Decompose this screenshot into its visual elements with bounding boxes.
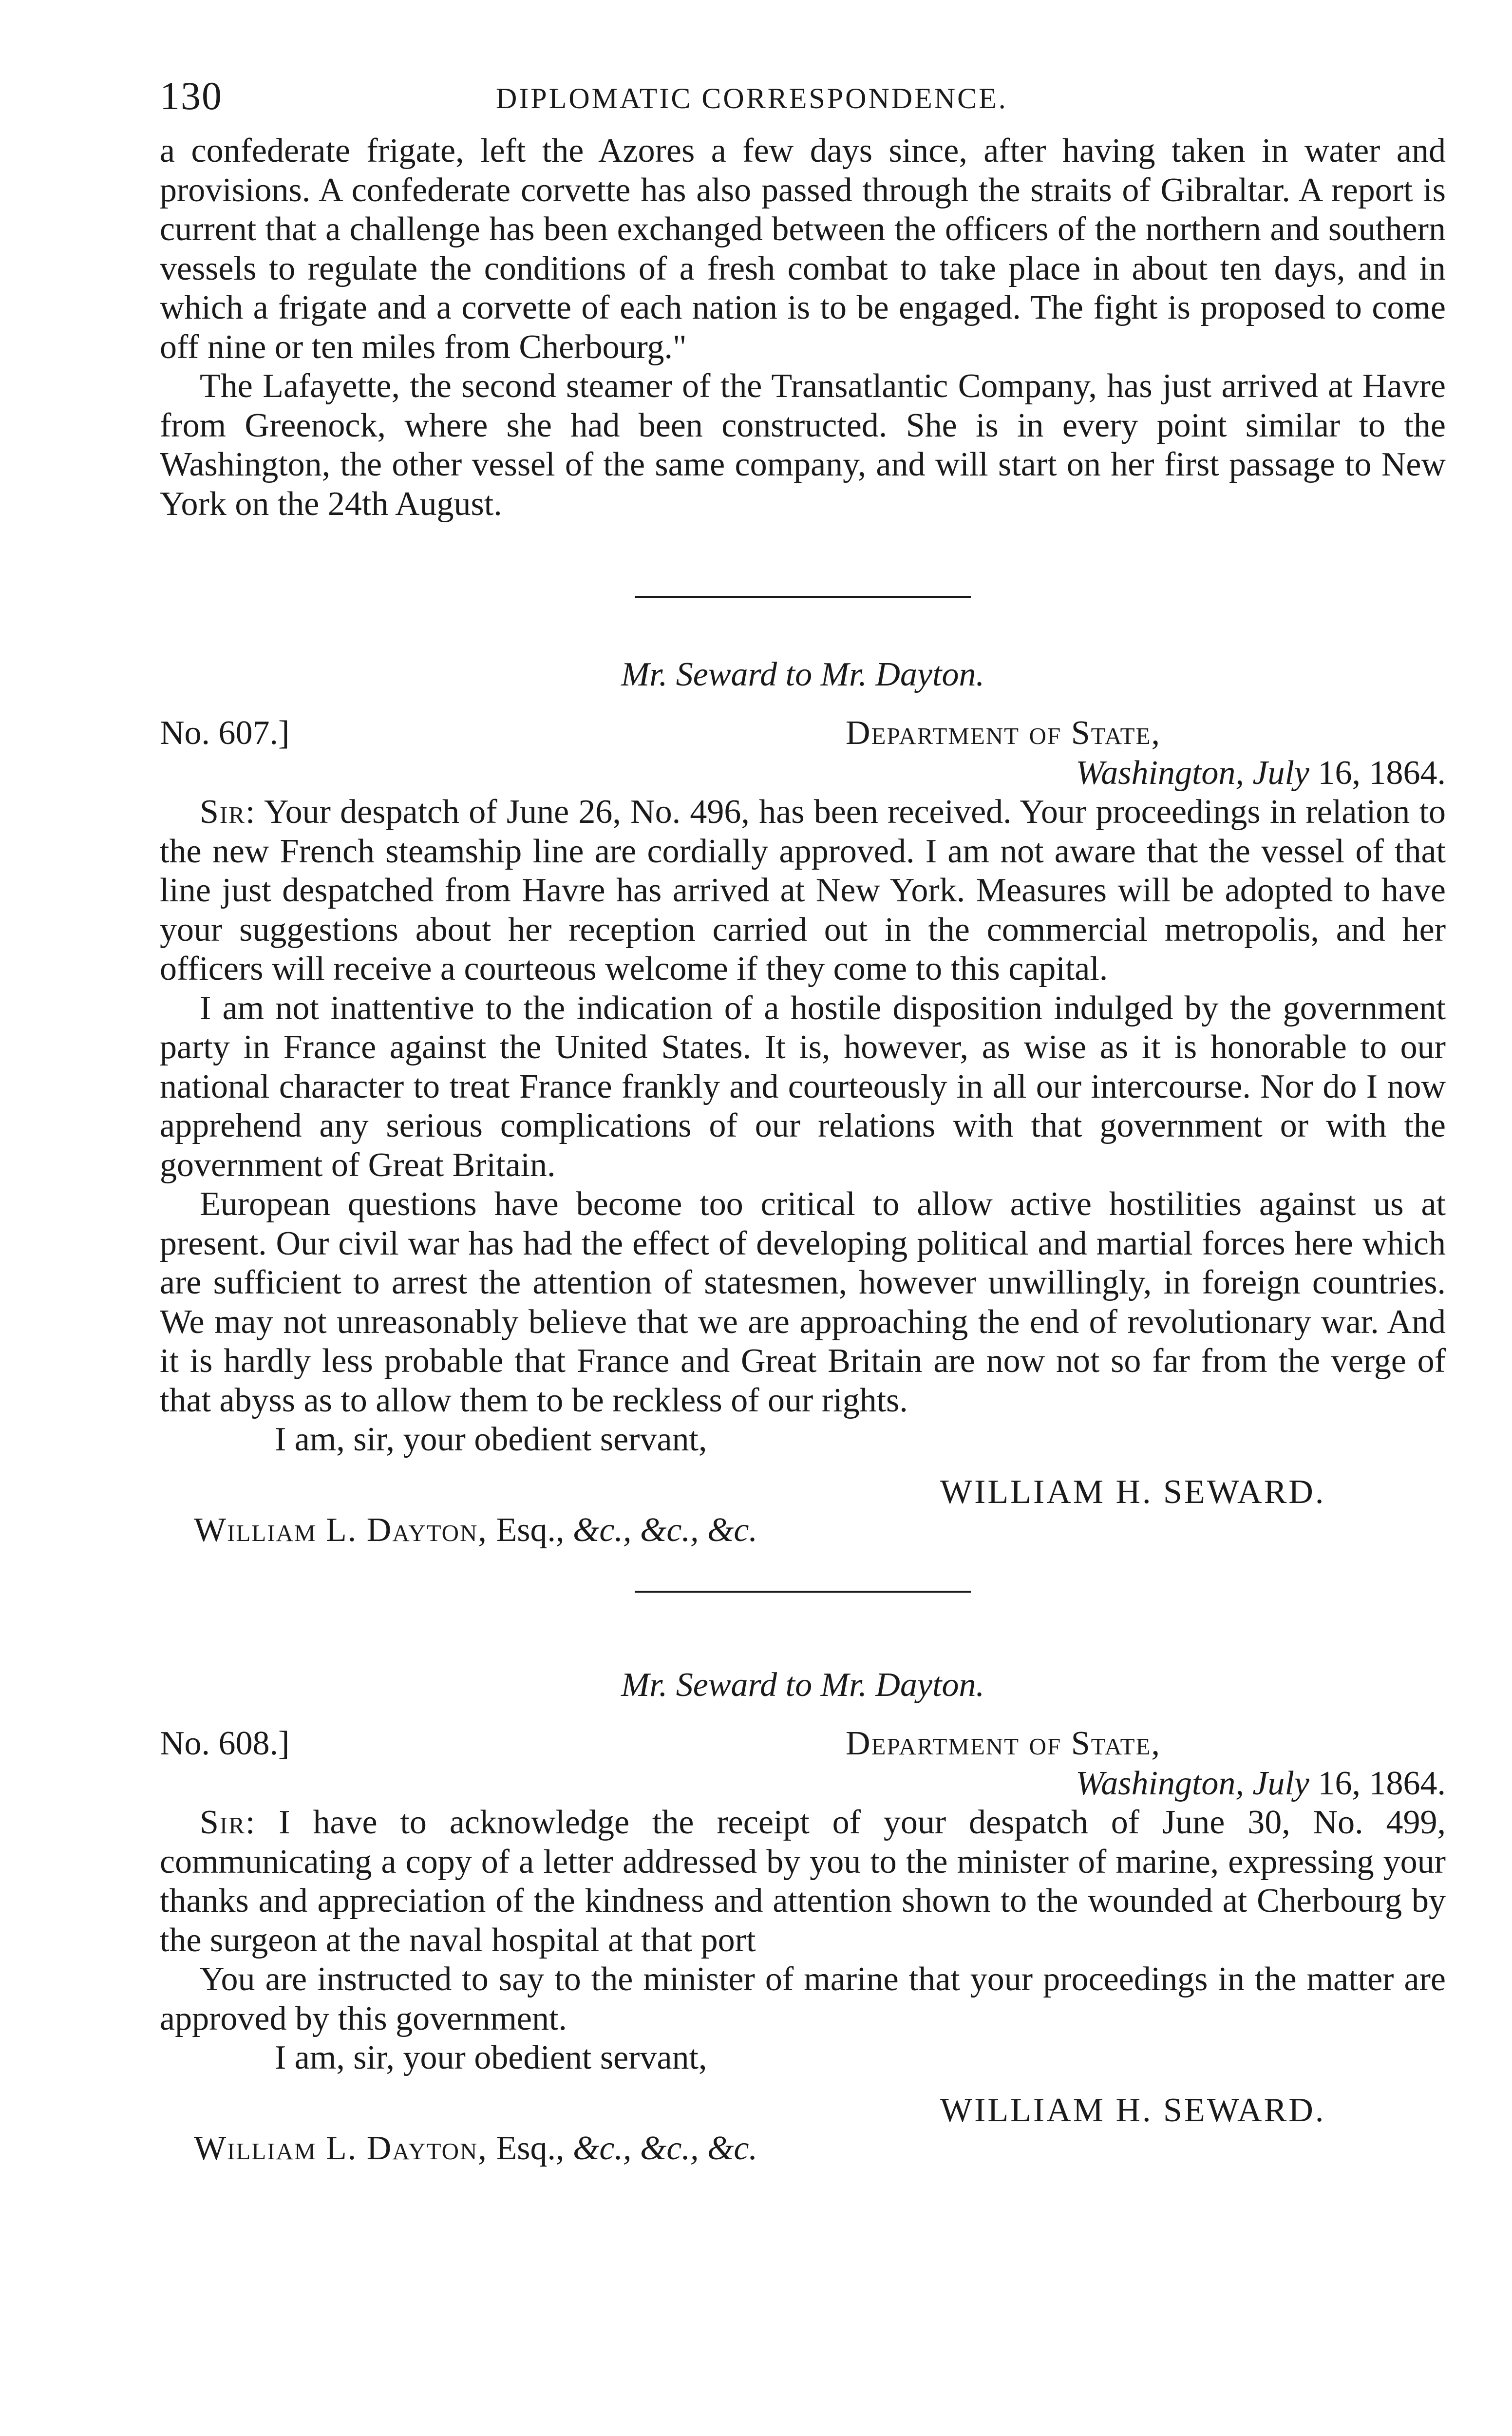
- letter-title: Mr. Seward to Mr. Dayton.: [621, 656, 984, 693]
- letter-header-row: [160, 714, 1446, 754]
- letter-paragraph: [160, 793, 1446, 989]
- addressee-name: William L. Dayton,: [194, 1511, 488, 1549]
- document-page: [160, 73, 1446, 2165]
- letter-title: Mr. Seward to Mr. Dayton.: [621, 1666, 984, 1704]
- addressee-etc: &c., &c., &c.: [572, 2130, 757, 2167]
- addressee: [194, 2129, 757, 2168]
- addressee: [194, 1511, 757, 1550]
- dateline: [160, 1764, 1446, 1803]
- closing: I am, sir, your obedient servant,: [275, 1421, 707, 1458]
- dateline-place: Washington, July: [1076, 754, 1309, 792]
- letter-first-paragraph: I have to acknowledge the receipt of your despatch of June 30, No. 499, communicating a copy of a letter addressed by you to the minister of marine, expressing your thanks and appreciation of the kindness and attention shown to the wounded at Cherbourg by the surgeon at the naval hospital at that port: [160, 1804, 1446, 1959]
- salutation: Sir:: [200, 793, 256, 831]
- page-header: [160, 73, 1446, 132]
- letter-paragraph: I am not inattentive to the indication of a hostile disposition indulged by the government party in France against the United States. It is, however, as wise as it is honorable to our national character to treat France frankly and courteously in all our intercourse. Nor do I now apprehend any serious complications of our relations with that government or with the government of Great Britain.: [160, 989, 1446, 1184]
- letter-paragraph: You are instructed to say to the minister of marine that your proceedings in the matter are approved by this government.: [160, 1960, 1446, 2037]
- letter-607: [160, 655, 1446, 1547]
- dateline-date: 16, 1864.: [1318, 1765, 1446, 1802]
- running-head: DIPLOMATIC CORRESPONDENCE.: [496, 82, 1008, 114]
- closing: I am, sir, your obedient servant,: [275, 2039, 707, 2076]
- signature: WILLIAM H. SEWARD.: [940, 1473, 1326, 1511]
- addressee-esq: Esq.,: [496, 2130, 565, 2167]
- page-number: 130: [160, 74, 223, 118]
- letter-paragraph: [160, 1803, 1446, 1960]
- letter-number: No. 608.]: [160, 1725, 290, 1762]
- signature: WILLIAM H. SEWARD.: [940, 2092, 1326, 2129]
- dateline: [160, 754, 1446, 793]
- signature-block: [160, 1459, 1446, 1547]
- department-line: Department of State,: [846, 714, 1161, 752]
- salutation: Sir:: [200, 1804, 256, 1841]
- signature-block: [160, 2077, 1446, 2165]
- letter-paragraph: European questions have become too critical to allow active hostilities against us at present. Our civil war has had the effect of developing political and martial forces here which are sufficient to arrest the attention of statesmen, however unwillingly, in foreign countries. We may not unreasonably believe that we are approaching the end of revolutionary war. And it is hardly less probable that France and Great Britain are now not so far from the verge of that abyss as to allow them to be reckless of our rights.: [160, 1185, 1446, 1419]
- addressee-etc: &c., &c., &c.: [572, 1511, 757, 1549]
- department-line: Department of State,: [846, 1725, 1161, 1762]
- letter-first-paragraph: Your despatch of June 26, No. 496, has been received. Your proceedings in relation to the new French steamship line are cordially approved. I am not aware that the vessel of that line just despatched from Havre has arrived at New York. Measures will be adopted to have your suggestions about her reception carried out in the commercial metropolis, and her officers will receive a courteous welcome if they come to this capital.: [160, 793, 1446, 988]
- dateline-place: Washington, July: [1076, 1765, 1309, 1802]
- addressee-esq: Esq.,: [496, 1511, 565, 1549]
- letter-number: No. 607.]: [160, 714, 290, 752]
- dateline-date: 16, 1864.: [1318, 754, 1446, 792]
- letter-header-row: [160, 1724, 1446, 1764]
- continuation-paragraph: The Lafayette, the second steamer of the Transatlantic Company, has just arrived at Havre from Greenock, where she had been constructed. She is in every point similar to the Washington, the other vessel of the same company, and will start on her first passage to New York on the 24th August.: [160, 367, 1446, 523]
- continuation-paragraph: a confederate frigate, left the Azores a few days since, after having taken in water and provisions. A confederate corvette has also passed through the straits of Gibraltar. A report is current that a challenge has been exchanged between the officers of the northern and southern vessels to regulate the conditions of a fresh combat to take place in about ten days, and in which a frigate and a corvette of each nation is to be engaged. The fight is proposed to come off nine or ten miles from Cherbourg.": [160, 132, 1446, 366]
- addressee-name: William L. Dayton,: [194, 2130, 488, 2167]
- letter-608: [160, 1666, 1446, 2165]
